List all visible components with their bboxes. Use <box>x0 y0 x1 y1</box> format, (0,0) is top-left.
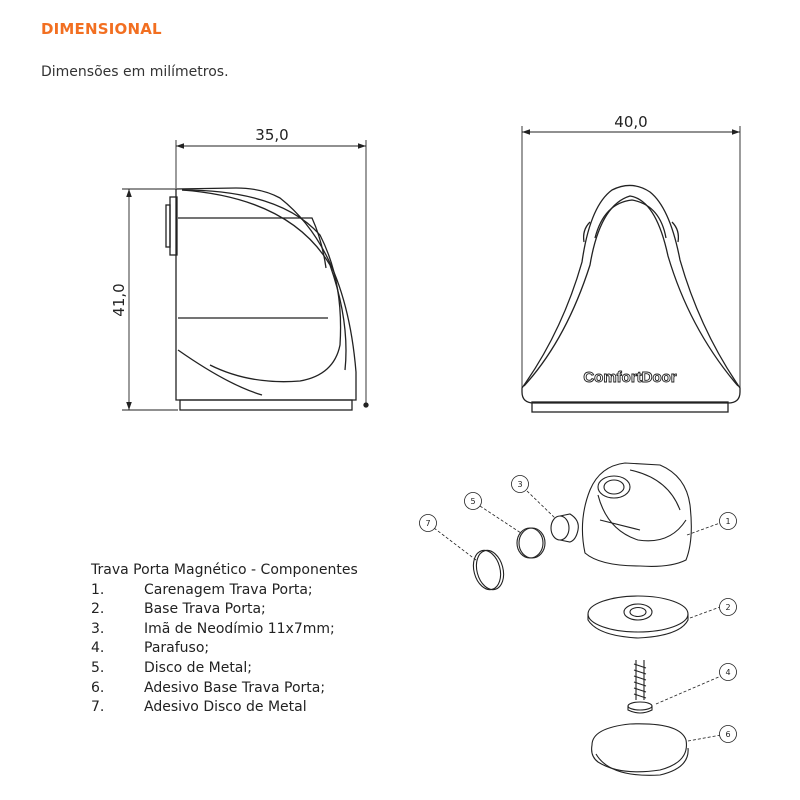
side-view <box>122 140 368 410</box>
callout-bubble-3 <box>512 476 529 493</box>
item-number: 6. <box>91 679 105 696</box>
list-item <box>91 698 358 718</box>
svg-text:4: 4 <box>725 668 731 677</box>
list-item <box>91 679 358 699</box>
item-label: Adesivo Disco de Metal <box>144 699 307 716</box>
dimension-height: 41,0 <box>110 283 128 317</box>
callout-bubble-7 <box>420 515 437 532</box>
list-item <box>91 581 358 601</box>
item-label: Parafuso; <box>144 640 210 657</box>
callout-bubble-2 <box>720 599 737 616</box>
item-label: Adesivo Base Trava Porta; <box>144 679 326 696</box>
item-label: Imã de Neodímio 11x7mm; <box>144 620 335 637</box>
item-number: 2. <box>91 601 105 618</box>
item-number: 4. <box>91 640 105 657</box>
svg-text:7: 7 <box>425 519 431 528</box>
item-number: 1. <box>91 581 105 598</box>
svg-text:1: 1 <box>725 517 731 526</box>
svg-text:2: 2 <box>725 603 731 612</box>
dimension-width-front: 40,0 <box>614 113 648 131</box>
list-item <box>91 659 358 679</box>
exploded-view <box>469 463 691 775</box>
item-number: 7. <box>91 699 105 716</box>
svg-text:5: 5 <box>470 497 476 506</box>
list-item <box>91 600 358 620</box>
comfortdoor-logo: ComfortDoor <box>583 369 677 386</box>
item-label: Disco de Metal; <box>144 659 252 676</box>
components-list <box>91 561 358 718</box>
components-title: Trava Porta Magnético - Componentes <box>91 562 358 578</box>
section-title: DIMENSIONAL <box>41 20 162 38</box>
list-item <box>91 639 358 659</box>
item-label: Carenagem Trava Porta; <box>144 581 313 598</box>
callout-bubble-6 <box>720 726 737 743</box>
item-number: 3. <box>91 620 105 637</box>
item-label: Base Trava Porta; <box>144 601 266 618</box>
svg-text:6: 6 <box>725 730 731 739</box>
callout-leaders <box>434 491 721 741</box>
item-number: 5. <box>91 659 105 676</box>
units-note: Dimensões em milímetros. <box>41 64 229 80</box>
dimension-width-side: 35,0 <box>255 126 289 144</box>
callout-bubble-5 <box>465 493 482 510</box>
svg-text:3: 3 <box>517 480 523 489</box>
callout-bubble-4 <box>720 664 737 681</box>
list-item <box>91 620 358 640</box>
callout-bubble-1 <box>720 513 737 530</box>
